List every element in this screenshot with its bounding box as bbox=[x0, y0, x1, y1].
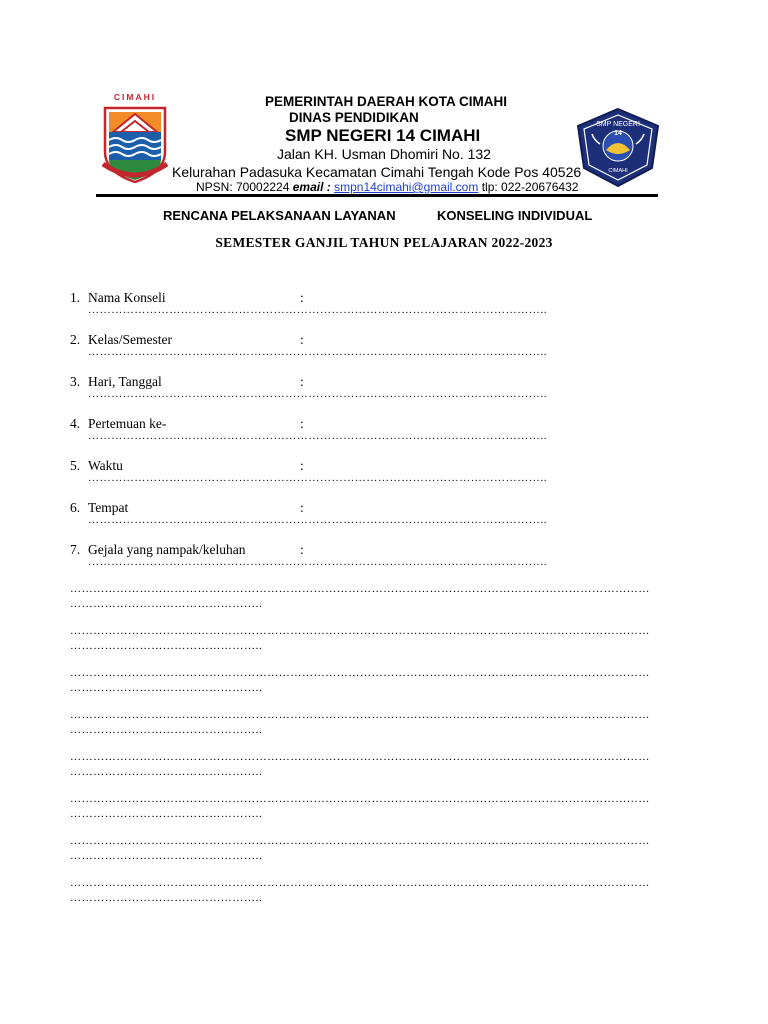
answer-line[interactable]: …………………………………………………………………………………………………………………………………… bbox=[70, 835, 650, 847]
department-name: DINAS PENDIDIKAN bbox=[289, 110, 419, 125]
field-number: 1. bbox=[70, 290, 81, 305]
school-address: Kelurahan Padasuka Kecamatan Cimahi Tengah Kode Pos 40526 bbox=[172, 164, 582, 180]
answer-line-short[interactable]: ………………………………………….. bbox=[70, 808, 263, 820]
answer-line[interactable]: …………………………………………………………………………………………………………………………………… bbox=[70, 877, 650, 889]
answer-line[interactable]: …………………………………………………………………………………………………………………………………… bbox=[70, 667, 650, 679]
field-fill-line[interactable]: ……………………………………………………………………………………………………….. bbox=[88, 514, 548, 526]
field-label: Pertemuan ke- bbox=[88, 416, 167, 431]
field-label: Tempat bbox=[88, 500, 129, 515]
answer-line-short[interactable]: ………………………………………….. bbox=[70, 766, 263, 778]
school-emblem-number: 14 bbox=[614, 130, 622, 137]
field-colon: : bbox=[300, 332, 304, 347]
government-name: PEMERINTAH DAERAH KOTA CIMAHI bbox=[265, 94, 507, 109]
field-fill-line[interactable]: ……………………………………………………………………………………………………….. bbox=[88, 556, 548, 568]
field-fill-line[interactable]: ……………………………………………………………………………………………………….. bbox=[88, 346, 548, 358]
field-number: 2. bbox=[70, 332, 81, 347]
answer-line-short[interactable]: ………………………………………….. bbox=[70, 598, 263, 610]
field-colon: : bbox=[300, 500, 304, 515]
email-link[interactable]: smpn14cimahi@gmail.com bbox=[334, 180, 479, 194]
answer-line[interactable]: …………………………………………………………………………………………………………………………………… bbox=[70, 583, 650, 595]
field-colon: : bbox=[300, 416, 304, 431]
phone-text: tlp: 022-20676432 bbox=[481, 180, 579, 194]
field-colon: : bbox=[300, 290, 304, 305]
document-title-part-a: RENCANA PELAKSANAAN LAYANAN bbox=[163, 208, 396, 223]
document-title bbox=[0, 208, 768, 226]
field-label: Gejala yang nampak/keluhan bbox=[88, 542, 246, 557]
field-colon: : bbox=[300, 458, 304, 473]
document-subtitle: SEMESTER GANJIL TAHUN PELAJARAN 2022-2023 bbox=[215, 235, 553, 250]
field-fill-line[interactable]: ……………………………………………………………………………………………………….. bbox=[88, 388, 548, 400]
field-number: 6. bbox=[70, 500, 81, 515]
field-label: Waktu bbox=[88, 458, 123, 473]
school-contact bbox=[196, 180, 578, 194]
field-number: 4. bbox=[70, 416, 81, 431]
answer-line[interactable]: …………………………………………………………………………………………………………………………………… bbox=[70, 625, 650, 637]
answer-line[interactable]: …………………………………………………………………………………………………………………………………… bbox=[70, 751, 650, 763]
school-emblem-bottom-text: CIMAHI bbox=[608, 168, 628, 174]
field-colon: : bbox=[300, 542, 304, 557]
field-number: 5. bbox=[70, 458, 81, 473]
school-name: SMP NEGERI 14 CIMAHI bbox=[285, 126, 481, 145]
field-fill-line[interactable]: ……………………………………………………………………………………………………….. bbox=[88, 430, 548, 442]
cimahi-city-emblem-icon bbox=[99, 102, 171, 184]
field-number: 3. bbox=[70, 374, 81, 389]
npsn-text: NPSN: 70002224 bbox=[196, 180, 290, 194]
document-title-part-b: KONSELING INDIVIDUAL bbox=[437, 208, 593, 223]
field-fill-line[interactable]: ……………………………………………………………………………………………………….. bbox=[88, 304, 548, 316]
answer-line-short[interactable]: ………………………………………….. bbox=[70, 682, 263, 694]
left-logo-caption: CIMAHI bbox=[113, 92, 157, 102]
field-label: Nama Konseli bbox=[88, 290, 166, 305]
answer-line-short[interactable]: ………………………………………….. bbox=[70, 724, 263, 736]
answer-line[interactable]: …………………………………………………………………………………………………………………………………… bbox=[70, 709, 650, 721]
answer-line[interactable]: …………………………………………………………………………………………………………………………………… bbox=[70, 793, 650, 805]
field-fill-line[interactable]: ……………………………………………………………………………………………………….. bbox=[88, 472, 548, 484]
letterhead bbox=[96, 92, 658, 196]
email-label: email : bbox=[292, 180, 331, 194]
letterhead-divider bbox=[96, 194, 658, 197]
answer-line-short[interactable]: ………………………………………….. bbox=[70, 640, 263, 652]
field-label: Hari, Tanggal bbox=[88, 374, 162, 389]
field-colon: : bbox=[300, 374, 304, 389]
school-street: Jalan KH. Usman Dhomiri No. 132 bbox=[277, 146, 491, 162]
answer-line-short[interactable]: ………………………………………….. bbox=[70, 850, 263, 862]
answer-line-short[interactable]: ………………………………………….. bbox=[70, 892, 263, 904]
school-emblem-top-text: SMP NEGERI bbox=[596, 121, 640, 128]
school-emblem-icon bbox=[574, 106, 662, 188]
field-label: Kelas/Semester bbox=[88, 332, 172, 347]
field-number: 7. bbox=[70, 542, 81, 557]
